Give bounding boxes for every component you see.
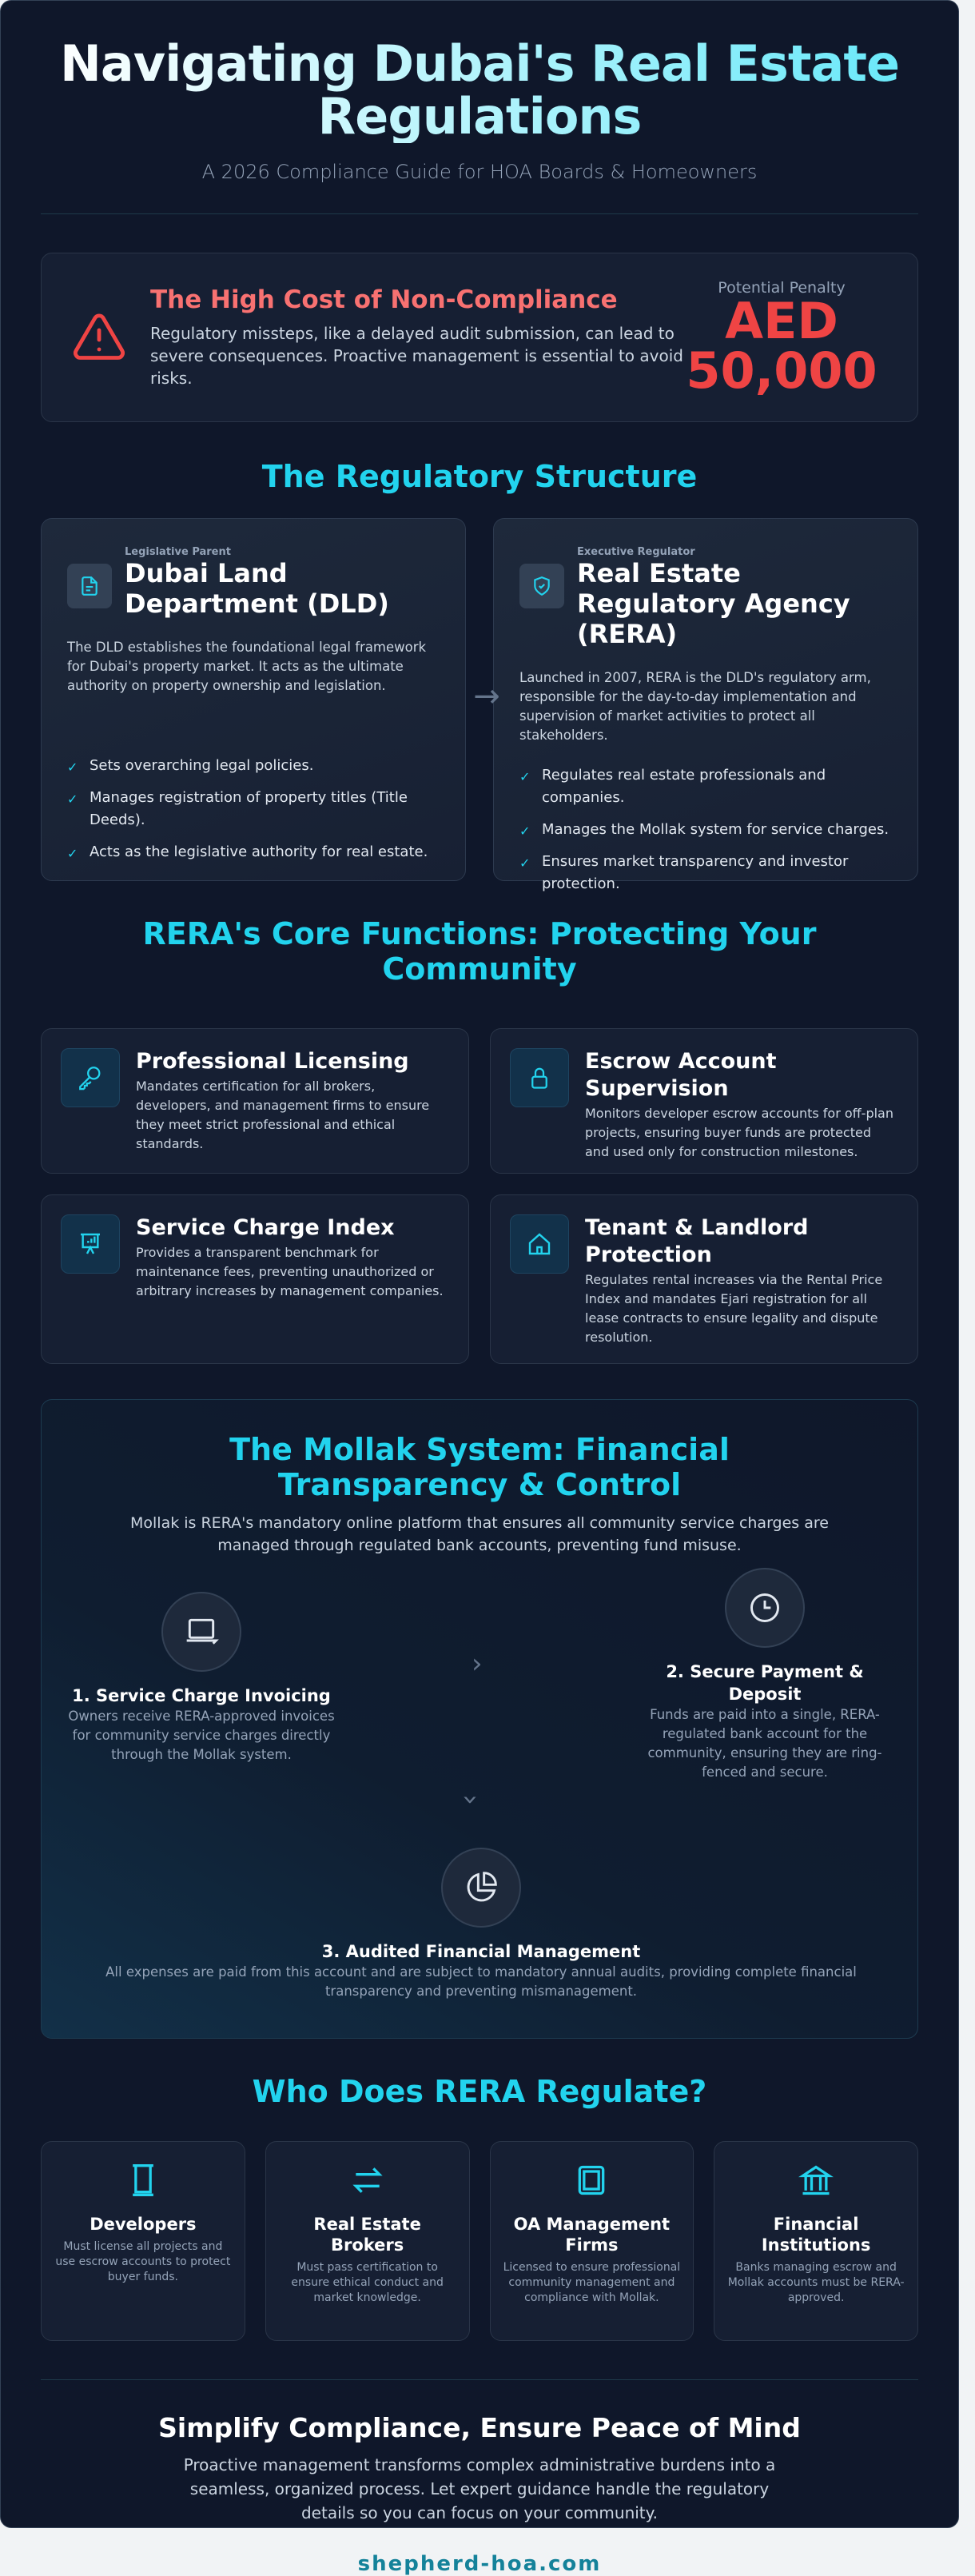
clock-icon: [725, 1568, 805, 1648]
dld-description: The DLD establishes the foundational legal framework for Dubai's property market. It acts as the ultimate authority on property ownership and legislation.: [67, 640, 427, 693]
divider: [41, 213, 918, 214]
core-functions-grid: [41, 1028, 918, 1364]
rera-card: [493, 518, 918, 892]
function-card: [490, 1028, 918, 1174]
point-text: Ensures market transparency and investor protection.: [542, 853, 849, 892]
entity-title: OA Management Firms: [513, 2215, 671, 2255]
point-text: Manages registration of property titles (Title Deeds).: [90, 789, 408, 828]
regulated-entities: [41, 2141, 918, 2341]
rera-title: Real Estate Regulatory Agency (RERA): [577, 558, 850, 649]
step-desc: Funds are paid into a single, RERA-regulated bank account for the community, ensuring they are ring-fenced and secure.: [647, 1707, 882, 1780]
cta-title: Simplify Compliance, Ensure Peace of Mind: [158, 2412, 801, 2443]
list-item: [67, 787, 440, 831]
entity-desc: Must license all projects and use escrow accounts to protect buyer funds.: [55, 2240, 231, 2283]
point-text: Sets overarching legal policies.: [90, 757, 314, 774]
function-card: [490, 1194, 918, 1364]
rera-description: Launched in 2007, RERA is the DLD's regulatory arm, responsible for the day-to-day implementation and supervision of market activities to protect all stakeholders.: [519, 670, 871, 743]
non-compliance-alert: [41, 253, 918, 422]
entity-card: [714, 2141, 918, 2341]
building-icon: [125, 2163, 161, 2198]
check-icon: ✓: [519, 855, 531, 871]
page-title: Navigating Dubai's Real Estate Regulations: [41, 38, 918, 143]
list-item: [67, 755, 440, 777]
function-desc: Mandates certification for all brokers, developers, and management firms to ensure they meet strict professional and ethical standards.: [136, 1079, 430, 1151]
dld-card: [41, 518, 466, 881]
point-text: Acts as the legislative authority for real estate.: [90, 843, 428, 860]
entity-title: Developers: [90, 2215, 197, 2234]
function-title: Service Charge Index: [136, 1215, 395, 1240]
pie-chart-icon: [441, 1848, 521, 1928]
document-icon: [67, 564, 112, 608]
function-title: Escrow Account Supervision: [585, 1049, 777, 1101]
key-icon: [61, 1048, 120, 1107]
step-title: 1. Service Charge Invoicing: [72, 1686, 331, 1705]
section-heading-structure: The Regulatory Structure: [261, 459, 698, 494]
entity-title: Real Estate Brokers: [313, 2215, 421, 2255]
management-office-icon: [574, 2163, 609, 2198]
dld-title: Dubai Land Department (DLD): [125, 558, 389, 619]
home-icon: [510, 1214, 569, 1274]
check-icon: ✓: [67, 792, 78, 807]
mollak-heading: The Mollak System: Financial Transparency & Control: [229, 1432, 730, 1502]
penalty-amount: 50,000: [686, 341, 878, 400]
entity-desc: Must pass certification to ensure ethical conduct and market knowledge.: [291, 2261, 444, 2304]
divider: [41, 2379, 918, 2380]
check-icon: ✓: [67, 846, 78, 861]
check-icon: ✓: [67, 760, 78, 775]
presentation-chart-icon: [61, 1214, 120, 1274]
dld-points: [67, 755, 440, 863]
function-desc: Monitors developer escrow accounts for off-plan projects, ensuring buyer funds are protected and used only for construction milestones.: [585, 1106, 893, 1159]
entity-title: Financial Institutions: [761, 2215, 871, 2255]
cta-body: Proactive management transforms complex administrative burdens into a seamless, organized process. Let expert guidance handle the regulatory details so you can focus on your community.: [183, 2455, 776, 2522]
lock-icon: [510, 1048, 569, 1107]
function-desc: Regulates rental increases via the Rental Price Index and mandates Ejari registration for all lease contracts to ensure legality and dispute resolution.: [585, 1272, 883, 1345]
list-item: [519, 819, 892, 841]
mollak-step-1: [66, 1592, 337, 1765]
entity-desc: Banks managing escrow and Mollak accounts must be RERA-approved.: [727, 2261, 905, 2304]
rera-points: [519, 764, 892, 895]
penalty: [686, 279, 878, 400]
list-item: [67, 841, 440, 863]
dld-kicker: Legislative Parent: [125, 546, 231, 558]
point-text: Regulates real estate professionals and companies.: [542, 767, 826, 806]
function-card: [41, 1194, 469, 1364]
regulatory-structure: [41, 518, 918, 892]
step-desc: Owners receive RERA-approved invoices for community service charges directly through the Mollak system.: [68, 1709, 335, 1762]
entity-desc: Licensed to ensure professional community management and compliance with Mollak.: [503, 2261, 681, 2304]
alert-title: The High Cost of Non-Compliance: [150, 285, 618, 314]
entity-card: [265, 2141, 470, 2341]
list-item: [519, 764, 892, 809]
penalty-label: Potential Penalty: [718, 279, 846, 297]
call-to-action: [41, 2412, 918, 2576]
step-title: 2. Secure Payment & Deposit: [666, 1662, 864, 1704]
mollak-step-2: [633, 1568, 897, 1782]
page-subtitle: A 2026 Compliance Guide for HOA Boards & Homeowners: [201, 161, 758, 183]
entity-card: [490, 2141, 694, 2341]
warning-icon: [70, 309, 128, 366]
entity-card: [41, 2141, 245, 2341]
mollak-intro: Mollak is RERA's mandatory online platform that ensures all community service charges are managed through regulated bank accounts, preventing fund misuse.: [130, 1514, 829, 1554]
bank-icon: [798, 2163, 834, 2198]
alert-body: Regulatory missteps, like a delayed audit submission, can lead to severe consequences. Proactive management is essential to avoid risks.: [150, 324, 683, 388]
arrow-right-icon: →: [473, 678, 500, 715]
exchange-arrows-icon: [350, 2163, 385, 2198]
shield-check-icon: [519, 564, 564, 608]
chevron-down-icon: ›: [454, 1794, 487, 1805]
function-title: Tenant & Landlord Protection: [585, 1215, 809, 1267]
step-desc: All expenses are paid from this account and are subject to mandatory annual audits, providing complete financial transparency and preventing mismanagement.: [105, 1964, 857, 1999]
function-card: [41, 1028, 469, 1174]
chevron-right-icon: ›: [472, 1648, 483, 1680]
check-icon: ✓: [519, 823, 531, 839]
mollak-step-3: [105, 1848, 857, 2001]
website-link[interactable]: shepherd-hoa.com: [357, 2552, 602, 2576]
penalty-currency: AED: [725, 292, 838, 350]
section-heading-functions: RERA's Core Functions: Protecting Your Community: [142, 916, 817, 987]
check-icon: ✓: [519, 769, 531, 784]
function-desc: Provides a transparent benchmark for maintenance fees, preventing unauthorized or arbitrary increases by management companies.: [136, 1245, 444, 1298]
mollak-section: [41, 1399, 918, 2039]
rera-kicker: Executive Regulator: [577, 546, 695, 558]
point-text: Manages the Mollak system for service charges.: [542, 821, 889, 838]
list-item: [519, 851, 892, 895]
section-heading-who: Who Does RERA Regulate?: [252, 2074, 707, 2109]
function-title: Professional Licensing: [136, 1049, 409, 1074]
step-title: 3. Audited Financial Management: [321, 1942, 641, 1961]
invoice-laptop-icon: [161, 1592, 241, 1672]
